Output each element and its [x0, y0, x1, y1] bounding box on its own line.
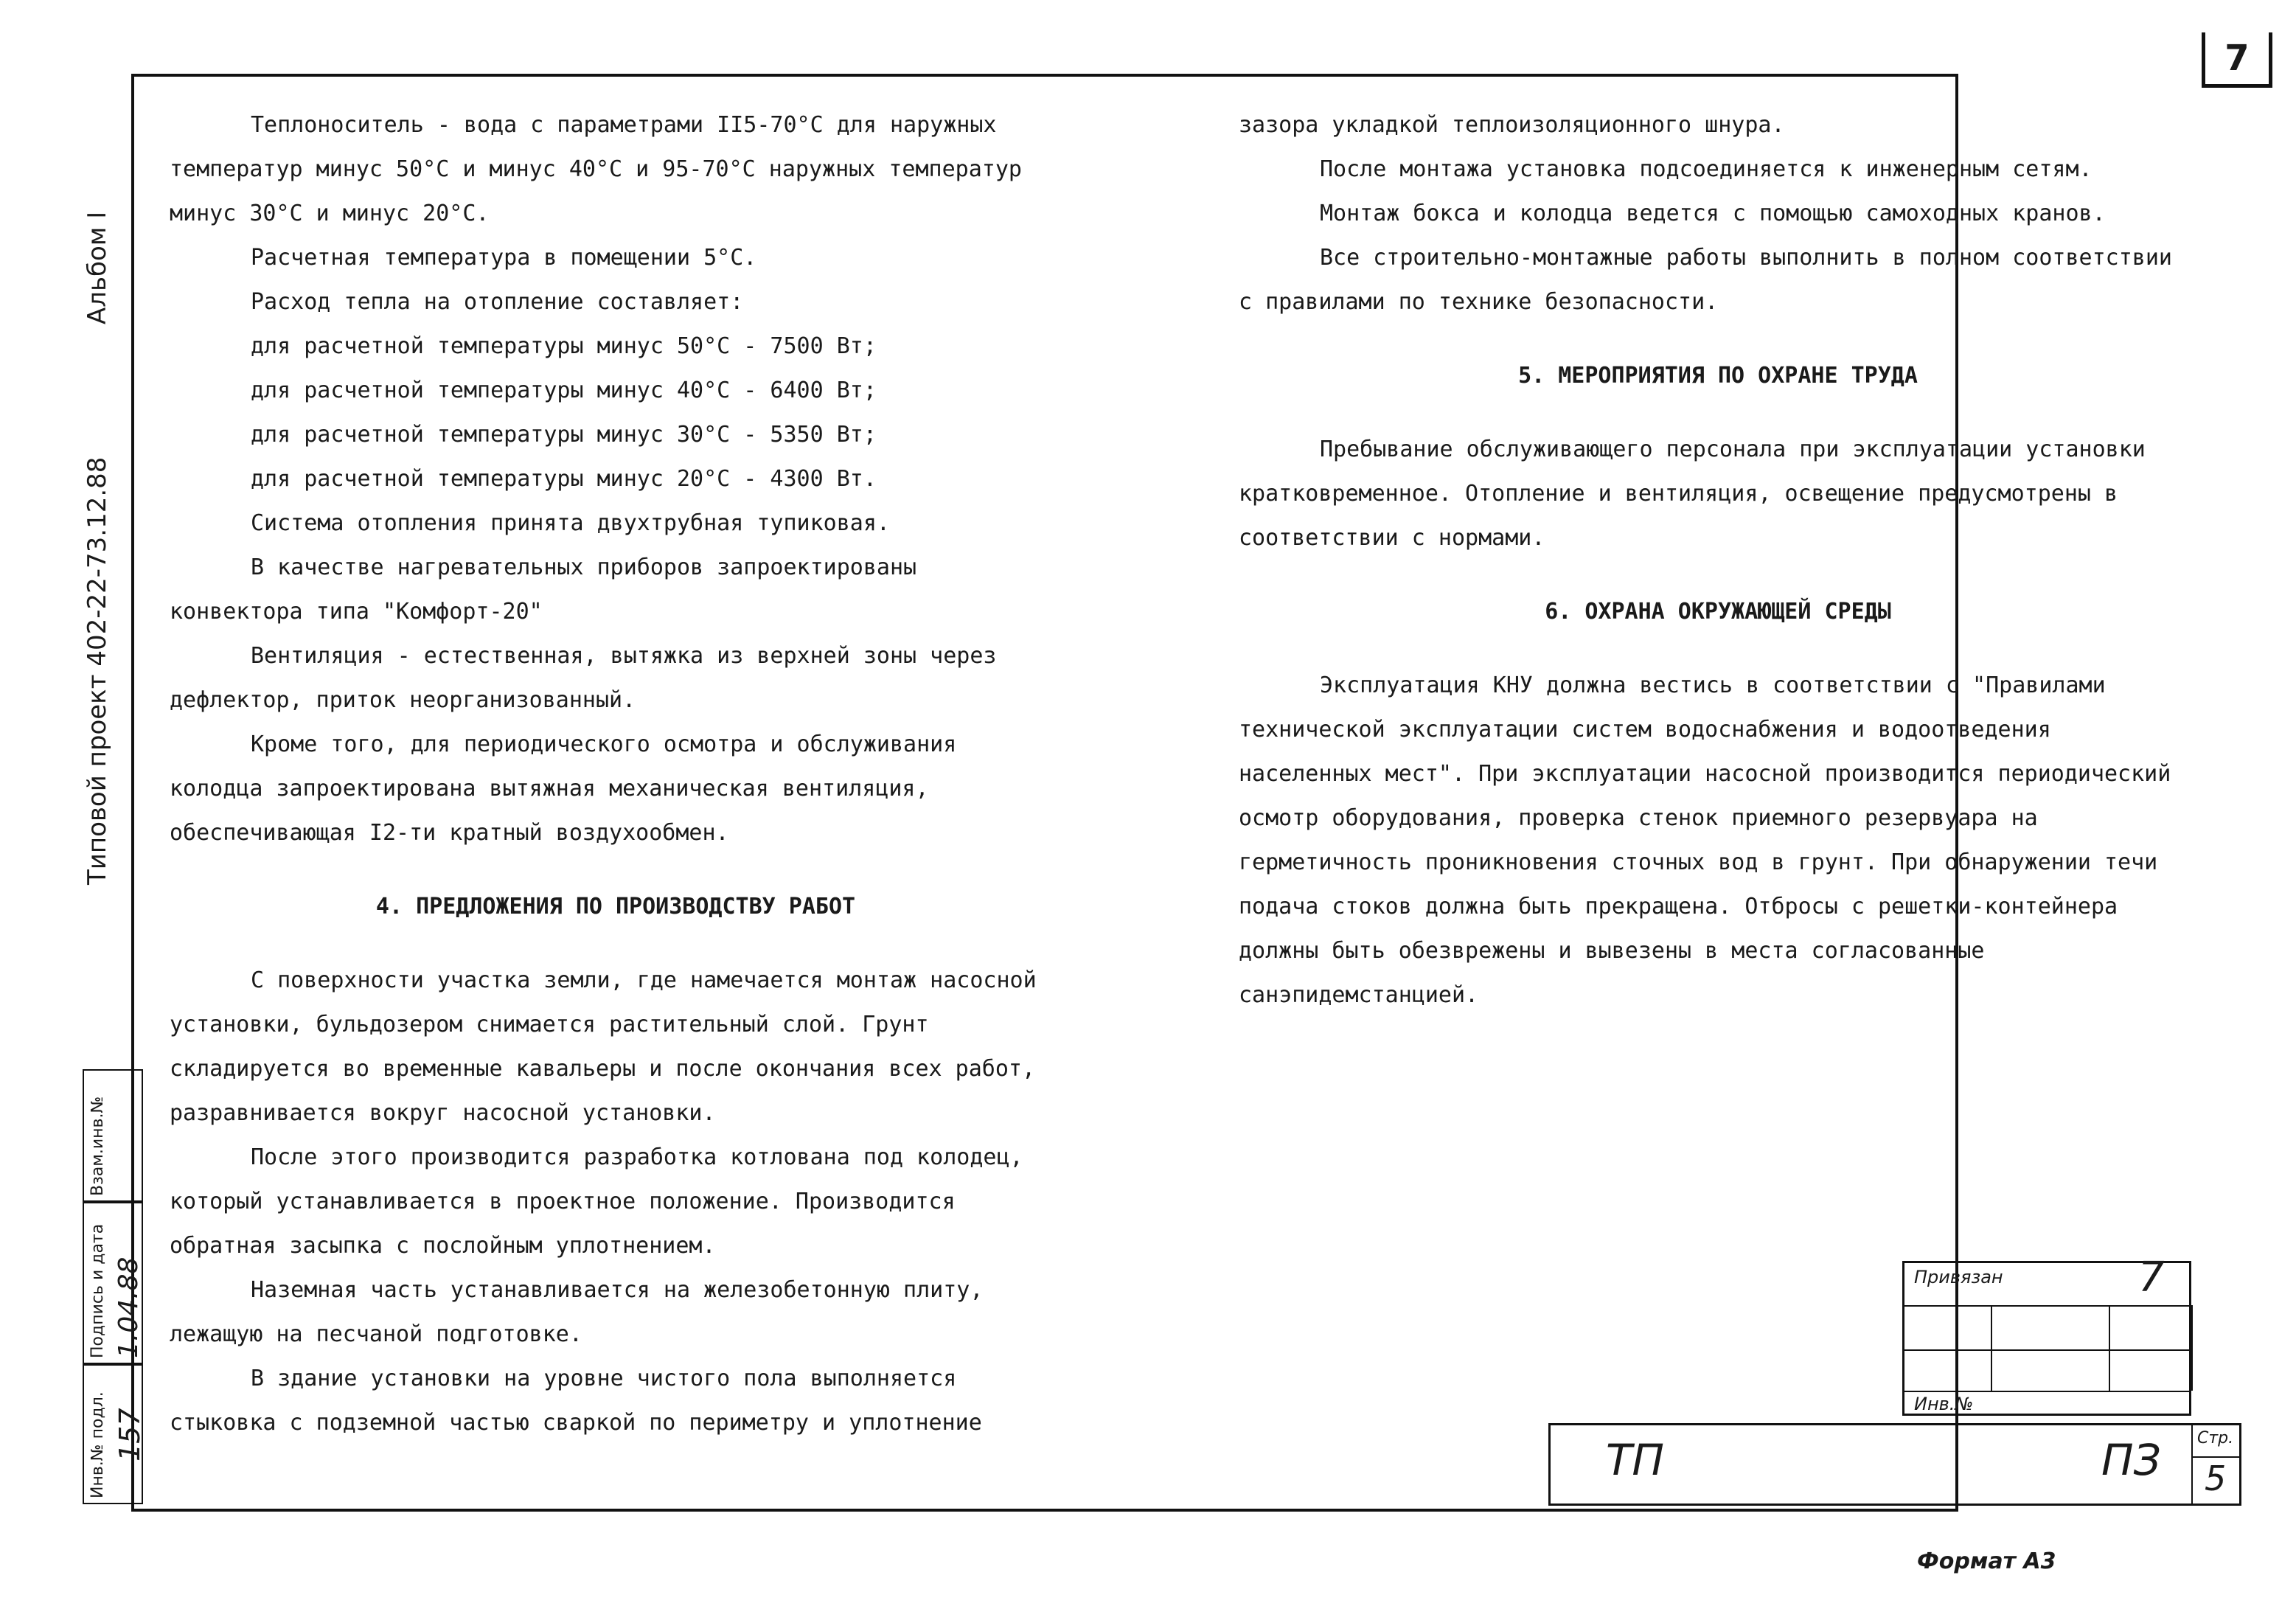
paragraph: Теплоноситель - вода с параметрами II5-70°C для наружных температур минус 50°C и минус 40°C и 95-70°C наружных температур минус 30°C и минус 20°C. [170, 112, 1022, 226]
inv-label: Инв.№ [1914, 1394, 1974, 1414]
paragraph: Эксплуатация КНУ должна вестись в соответствии с "Правилами технической эксплуатации систем водоснабжения и водоотведения населенных мест". При эксплуатации насосной производится периодический осмотр оборудования, проверка стенок приемного резервуара на герметичность проникновения сточных вод в грунт. При обнаружении течи подача стоков должна быть прекращена. Отбросы с решетки-контейнера должны быть обезврежены и вывезены в места согласованные санэпидемстанцией. [1239, 672, 2171, 1008]
linked-label: Привязан [1914, 1267, 2003, 1287]
sheet-value: 5 [2205, 1459, 2227, 1498]
table-rule [1991, 1305, 1992, 1391]
sign-date-label: Подпись и дата [88, 1223, 107, 1358]
paragraph: В качестве нагревательных приборов запроектированы конвектора типа "Комфорт-20" [170, 555, 917, 625]
paragraph: После этого производится разработка котлована под колодец, который устанавливается в проектное положение. Производится обратная засыпка с послойным уплотнением. [170, 1144, 1023, 1259]
paragraph: Кроме того, для периодического осмотра и обслуживания колодца запроектирована вытяжная механическая вентиляция, обеспечивающая I2-ти кратный воздухообмен. [170, 731, 957, 846]
sign-date-cell [83, 1202, 143, 1364]
paragraph: Система отопления принята двухтрубная тупиковая. [251, 510, 890, 536]
inv-original-cell [83, 1364, 146, 1504]
paragraph: Вентиляция - естественная, вытяжка из верхней зоны через дефлектор, приток неорганизованный. [170, 643, 997, 713]
table-rule [1902, 1305, 2191, 1307]
sign-date-value: 1.04.88 [114, 1256, 144, 1358]
paragraph: Пребывание обслуживающего персонала при эксплуатации установки кратковременное. Отопление и вентиляция, освещение предусмотрены в соответствии с нормами. [1239, 437, 2146, 551]
sheet-label: Стр. [2197, 1429, 2234, 1447]
approval-stamp-column [83, 1069, 146, 1504]
section-heading: 6. ОХРАНА ОКРУЖАЮЩЕЙ СРЕДЫ [1545, 599, 1891, 625]
paragraph: для расчетной температуры минус 30°C - 5350 Вт; [251, 422, 877, 448]
inv-original-value: 157 [114, 1408, 146, 1461]
paragraph: Расход тепла на отопление составляет: [251, 289, 744, 315]
inv-original-label: Инв.№ подл. [88, 1391, 107, 1498]
right-text-column [1239, 103, 2197, 1018]
paragraph: В здание установки на уровне чистого пола выполняется стыковка с подземной частью сваркой по периметру и уплотнение [170, 1366, 982, 1436]
table-rule [1902, 1391, 2191, 1392]
project-label: Типовой проект 402-22-73.12.88 [83, 456, 112, 885]
replace-inv-cell [83, 1069, 143, 1202]
title-block-divider [2191, 1423, 2193, 1506]
paragraph: После монтажа установка подсоединяется к инженерным сетям. [1320, 156, 2093, 182]
paragraph: для расчетной температуры минус 20°С - 4300 Вт. [251, 466, 877, 492]
table-rule [2109, 1305, 2110, 1391]
table-rule [1902, 1349, 2191, 1351]
title-block-divider [2191, 1456, 2241, 1458]
page-number: 7 [2202, 32, 2272, 88]
doc-code: ПЗ [2101, 1435, 2161, 1485]
format-label: Формат А3 [1917, 1548, 2056, 1574]
replace-inv-label: Взам.инв.№ [88, 1096, 107, 1196]
section-heading: 4. ПРЕДЛОЖЕНИЯ ПО ПРОИЗВОДСТВУ РАБОТ [375, 894, 856, 920]
left-text-column [170, 103, 1062, 1445]
section-heading: 5. МЕРОПРИЯТИЯ ПО ОХРАНЕ ТРУДА [1518, 363, 1918, 389]
paragraph: для расчетной температуры минус 40°C - 6400 Вт; [251, 378, 877, 403]
paragraph: Наземная часть устанавливается на железобетонную плиту, лежащую на песчаной подготовке. [170, 1277, 984, 1347]
table-rule [2191, 1305, 2193, 1391]
paragraph: зазора укладкой теплоизоляционного шнура. [1239, 112, 1785, 138]
paragraph: Все строительно-монтажные работы выполнить в полном соответствии с правилами по технике безопасности. [1239, 245, 2172, 315]
paragraph: для расчетной температуры минус 50°C - 7500 Вт; [251, 333, 877, 359]
paragraph: Расчетная температура в помещении 5°С. [251, 245, 757, 271]
album-label: Альбом I [83, 211, 112, 324]
tp-label: ТП [1606, 1435, 1665, 1485]
linked-mark: 7 [2138, 1254, 2165, 1301]
paragraph: Монтаж бокса и колодца ведется с помощью самоходных кранов. [1320, 201, 2106, 226]
paragraph: С поверхности участка земли, где намечается монтаж насосной установки, бульдозером снимается растительный слой. Грунт складируется во временные кавальеры и после окончания всех работ, разравнивается вокруг насосной установки. [170, 967, 1037, 1126]
